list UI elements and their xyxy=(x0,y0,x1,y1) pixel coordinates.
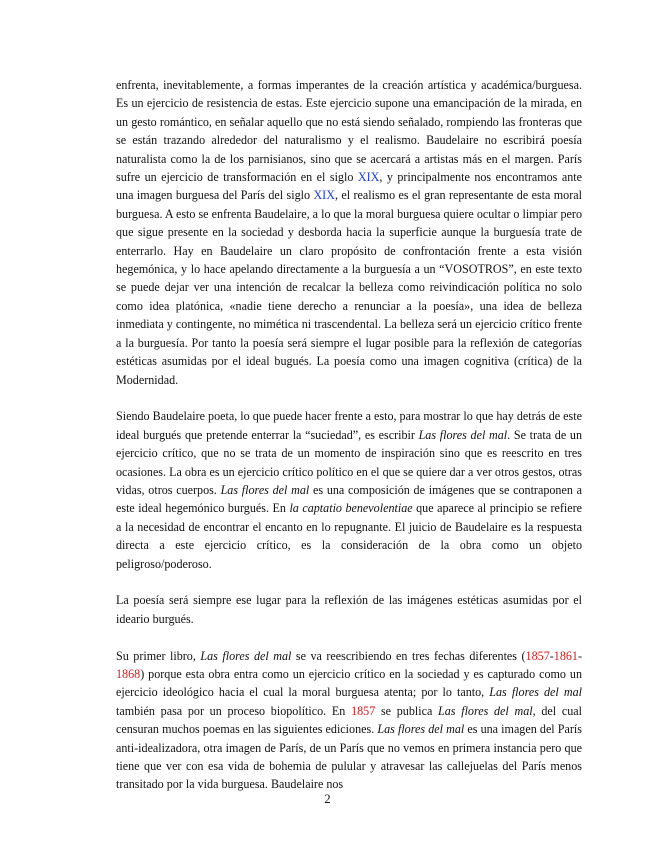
date-highlight: 1857 xyxy=(525,648,550,663)
italic-title: Las flores del mal xyxy=(438,703,533,718)
text-run: . Se trata de un ejercicio crítico, que no se trata de un momento de inspiración sino que es reescrito en tres ocasiones. La obra es un ejercicio crítico político en el que se quiere dar a ver otros gestos, otras vidas, otros cuerpos. xyxy=(116,427,582,497)
paragraph xyxy=(116,76,582,389)
text-run: es una imagen del París anti-idealizadora, otra imagen de París, de un París que no vemos en primera instancia pero que tiene que ver con esa vida de bohemia de pulular y atravesar las callejuelas del París menos transitado por la vida burguesa. Baudelaire nos xyxy=(116,722,582,792)
text-run: , y principalmente nos encontramos ante una imagen burguesa del París del siglo xyxy=(116,170,582,203)
date-highlight: 1857 xyxy=(351,703,376,718)
text-run: , del cual censuran muchos poemas en las siguientes ediciones. xyxy=(116,703,582,737)
text-run: es una composición de imágenes que se contraponen a este ideal hegemónico burgués. En xyxy=(116,482,582,516)
italic-title: Las flores del mal xyxy=(489,685,582,700)
text-run: , el realismo es el gran representante de esta moral burguesa. A esto se enfrenta Baudelaire, a lo que la moral burguesa quiere ocultar o limpiar pero que sigue presente en la sociedad y desborda hacia la superficie aunque la burguesía trate de enterrarlo. Hay en Baudelaire un claro propósito de confrontación frente a esta visión hegemónica, y lo hace apelando directamente a la burguesía a un “VOSOTROS”, en este texto se puede dejar ver una intención de recalcar la belleza como reivindicación política no solo como idea platónica, «nadie tiene derecho a renunciar a la poesía», una idea de belleza inmediata y contingente, no mimética ni trascendental. La belleza será un ejercicio crítico frente a la burguesía. Por tanto la poesía será siempre el lugar posible para la reflexión de categorías estéticas asumidas por el ideal bugués. La poesía como una imagen cognitiva (crítica) de la Modernidad. xyxy=(116,188,582,387)
italic-title: la captatio benevolentiae xyxy=(289,501,413,516)
paragraph xyxy=(116,407,582,573)
text-run: Su primer libro, xyxy=(116,648,201,663)
paragraph xyxy=(116,647,582,794)
text-run: La poesía será siempre ese lugar para la reflexión de las imágenes estéticas asumidas por el ideario burgués. xyxy=(116,593,582,626)
text-run: se va reescribiendo en tres fechas diferentes ( xyxy=(291,648,526,663)
text-run: Siendo Baudelaire poeta, lo que puede hacer frente a esto, para mostrar lo que hay detrás de este ideal burgués que pretende enterrar la “suciedad”, es escribir xyxy=(116,409,582,442)
text-run: - xyxy=(577,648,582,663)
date-highlight: 1861 xyxy=(553,648,578,663)
text-run: se publica xyxy=(375,703,439,718)
reference-link[interactable]: XIX xyxy=(313,188,335,203)
italic-title: Las flores del mal xyxy=(220,482,310,497)
italic-title: Las flores del mal xyxy=(377,722,465,737)
text-run: ) porque esta obra entra como un ejercicio crítico en la sociedad y es capturado como un ejercicio ideológico hacia el cual la moral burguesa atenta; por lo tanto, xyxy=(116,666,582,700)
text-run: que aparece al principio se refiere a la necesidad de encontrar el encanto en lo repugnante. El juicio de Baudelaire es la respuesta directa a este ejercicio crítico, es la consideración de la obra como un objeto peligroso/poderoso. xyxy=(116,501,583,571)
page-number: 2 xyxy=(324,792,331,806)
italic-title: Las flores del mal xyxy=(418,427,508,442)
italic-title: Las flores del mal xyxy=(200,648,292,663)
reference-link[interactable]: XIX xyxy=(357,170,380,185)
page-body xyxy=(116,76,582,794)
text-run: - xyxy=(549,648,554,663)
paragraph xyxy=(116,591,582,628)
date-highlight: 1868 xyxy=(116,666,141,681)
text-run: también pasa por un proceso biopolítico. En xyxy=(116,703,352,718)
text-run: enfrenta, inevitablemente, a formas imperantes de la creación artística y académica/burguesa. Es un ejercicio de resistencia de estas. Este ejercicio supone una emancipación de la mirada, en un gesto romántico, en señalar aquello que no está siendo señalado, rompiendo las fronteras que se están trazando alrededor del naturalismo y el realismo. Baudelaire no escribirá poesía naturalista como la de los parnisianos, sino que se acercará a artistas más en el margen. París sufre un ejercicio de transformación en el siglo xyxy=(116,78,582,185)
